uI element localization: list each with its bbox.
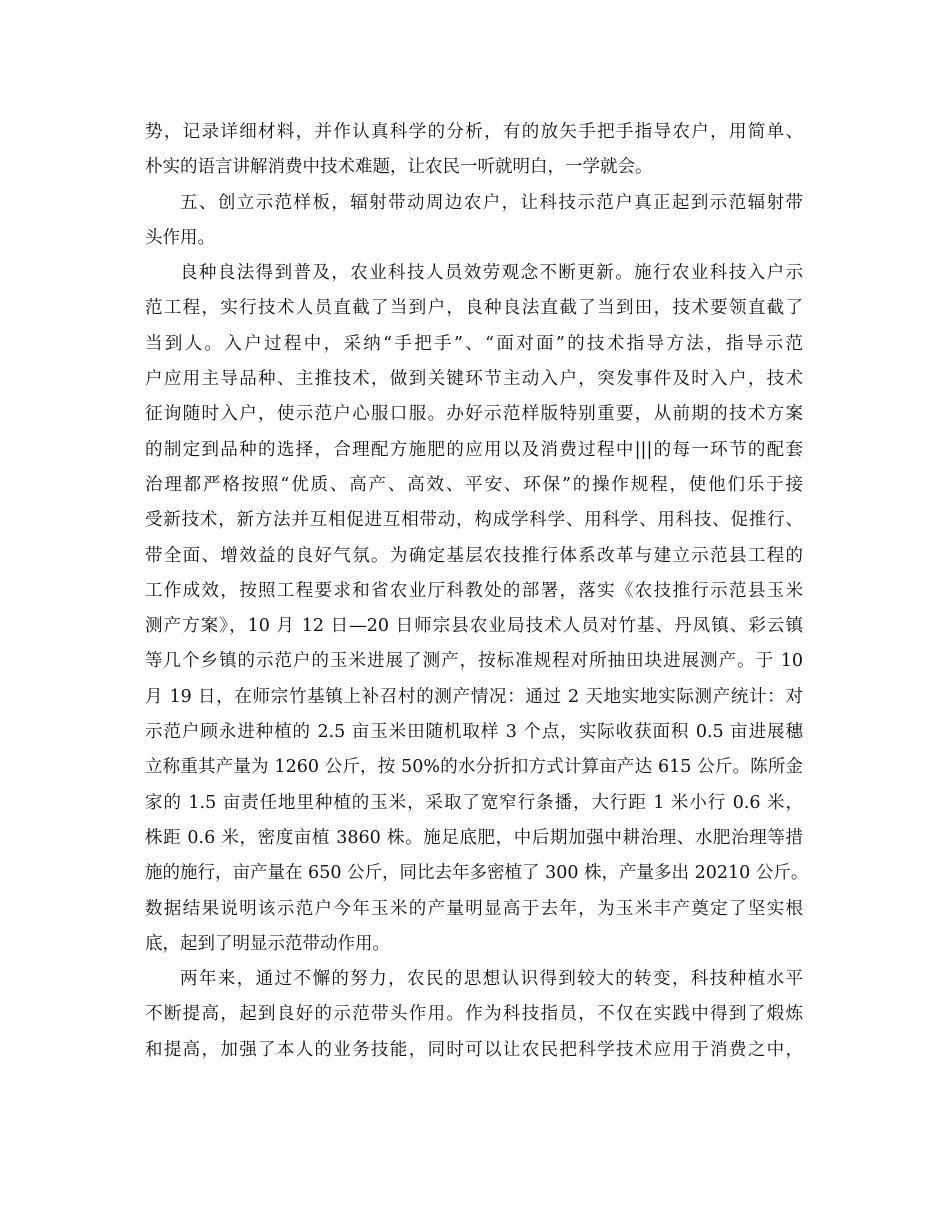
text-line: 工作成效，按照工程要求和省农业厅科教处的部署，落实《农技推行示范县玉米 [145, 580, 803, 601]
text-line: 征询随时入户，使示范户心服口服。办好示范样版特别重要，从前期的技术方案 [145, 404, 803, 425]
text-line: 范工程，实行技术人员直截了当到户，良种良法直截了当到田，技术要领直截了 [145, 298, 803, 319]
paragraph [145, 115, 803, 186]
body-text [145, 115, 809, 1068]
text-line: 示范户顾永进种植的 2.5 亩玉米田随机取样 3 个点，实际收获面积 0.5 亩进展穗 [145, 722, 803, 743]
text-line: 带全面、增效益的良好气氛。为确定基层农技推行体系改革与建立示范县工程的 [145, 545, 803, 566]
text-line: 数据结果说明该示范户今年玉米的产量明显高于去年，为玉米丰产奠定了坚实根 [145, 898, 803, 919]
text-line: 测产方案》，10 月 12 日—20 日师宗县农业局技术人员对竹基、丹凤镇、彩云镇 [145, 616, 803, 637]
text-line: 和提高，加强了本人的业务技能，同时可以让农民把科学技术应用于消费之中， [145, 1039, 803, 1060]
text-line: 的制定到品种的选择，合理配方施肥的应用以及消费过程中|||的每一环节的配套 [145, 439, 803, 460]
text-line: 家的 1.5 亩责任地里种植的玉米，采取了宽窄行条播，大行距 1 米小行 0.6 米， [145, 792, 803, 813]
text-line: 月 19 日，在师宗竹基镇上补召村的测产情况：通过 2 天地实地实际测产统计：对 [145, 686, 803, 707]
text-line: 当到人。入户过程中，采纳“手把手”、“面对面”的技术指导方法，指导示范 [145, 333, 803, 354]
text-line: 头作用。 [145, 227, 215, 248]
text-line: 良种良法得到普及，农业科技人员效劳观念不断更新。施行农业科技入户示 [180, 263, 803, 284]
text-line: 施的施行，亩产量在 650 公斤，同比去年多密植了 300 株，产量多出 20210 公斤。 [145, 863, 809, 884]
paragraph [145, 256, 809, 962]
text-line: 不断提高，起到良好的示范带头作用。作为科技指员，不仅在实践中得到了煅炼 [145, 1004, 803, 1025]
text-line: 立称重其产量为 1260 公斤，按 50%的水分折扣方式计算亩产达 615 公斤。陈所金 [145, 757, 803, 778]
paragraph [145, 186, 803, 257]
text-line: 治理都严格按照“优质、高产、高效、平安、环保”的操作规程，使他们乐于接 [145, 474, 803, 495]
paragraph [145, 962, 803, 1068]
text-line: 株距 0.6 米，密度亩植 3860 株。施足底肥，中后期加强中耕治理、水肥治理等措 [145, 827, 803, 848]
text-line: 等几个乡镇的示范户的玉米进展了测产，按标准规程对所抽田块进展测产。于 10 [145, 651, 803, 672]
text-line: 势，记录详细材料，并作认真科学的分析，有的放矢手把手指导农户，用简单、 [145, 122, 803, 142]
text-line: 户应用主导品种、主推技术，做到关键环节主动入户，突发事件及时入户，技术 [145, 369, 803, 390]
text-line: 底，起到了明显示范带动作用。 [145, 933, 390, 954]
text-line: 两年来，通过不懈的努力，农民的思想认识得到较大的转变，科技种植水平 [180, 969, 803, 990]
text-line: 五、创立示范样板，辐射带动周边农户，让科技示范户真正起到示范辐射带 [180, 192, 803, 213]
text-line: 朴实的语言讲解消费中技术难题，让农民一听就明白，一学就会。 [145, 157, 653, 178]
text-line: 受新技术，新方法并互相促进互相带动，构成学科学、用科学、用科技、促推行、 [145, 510, 803, 531]
